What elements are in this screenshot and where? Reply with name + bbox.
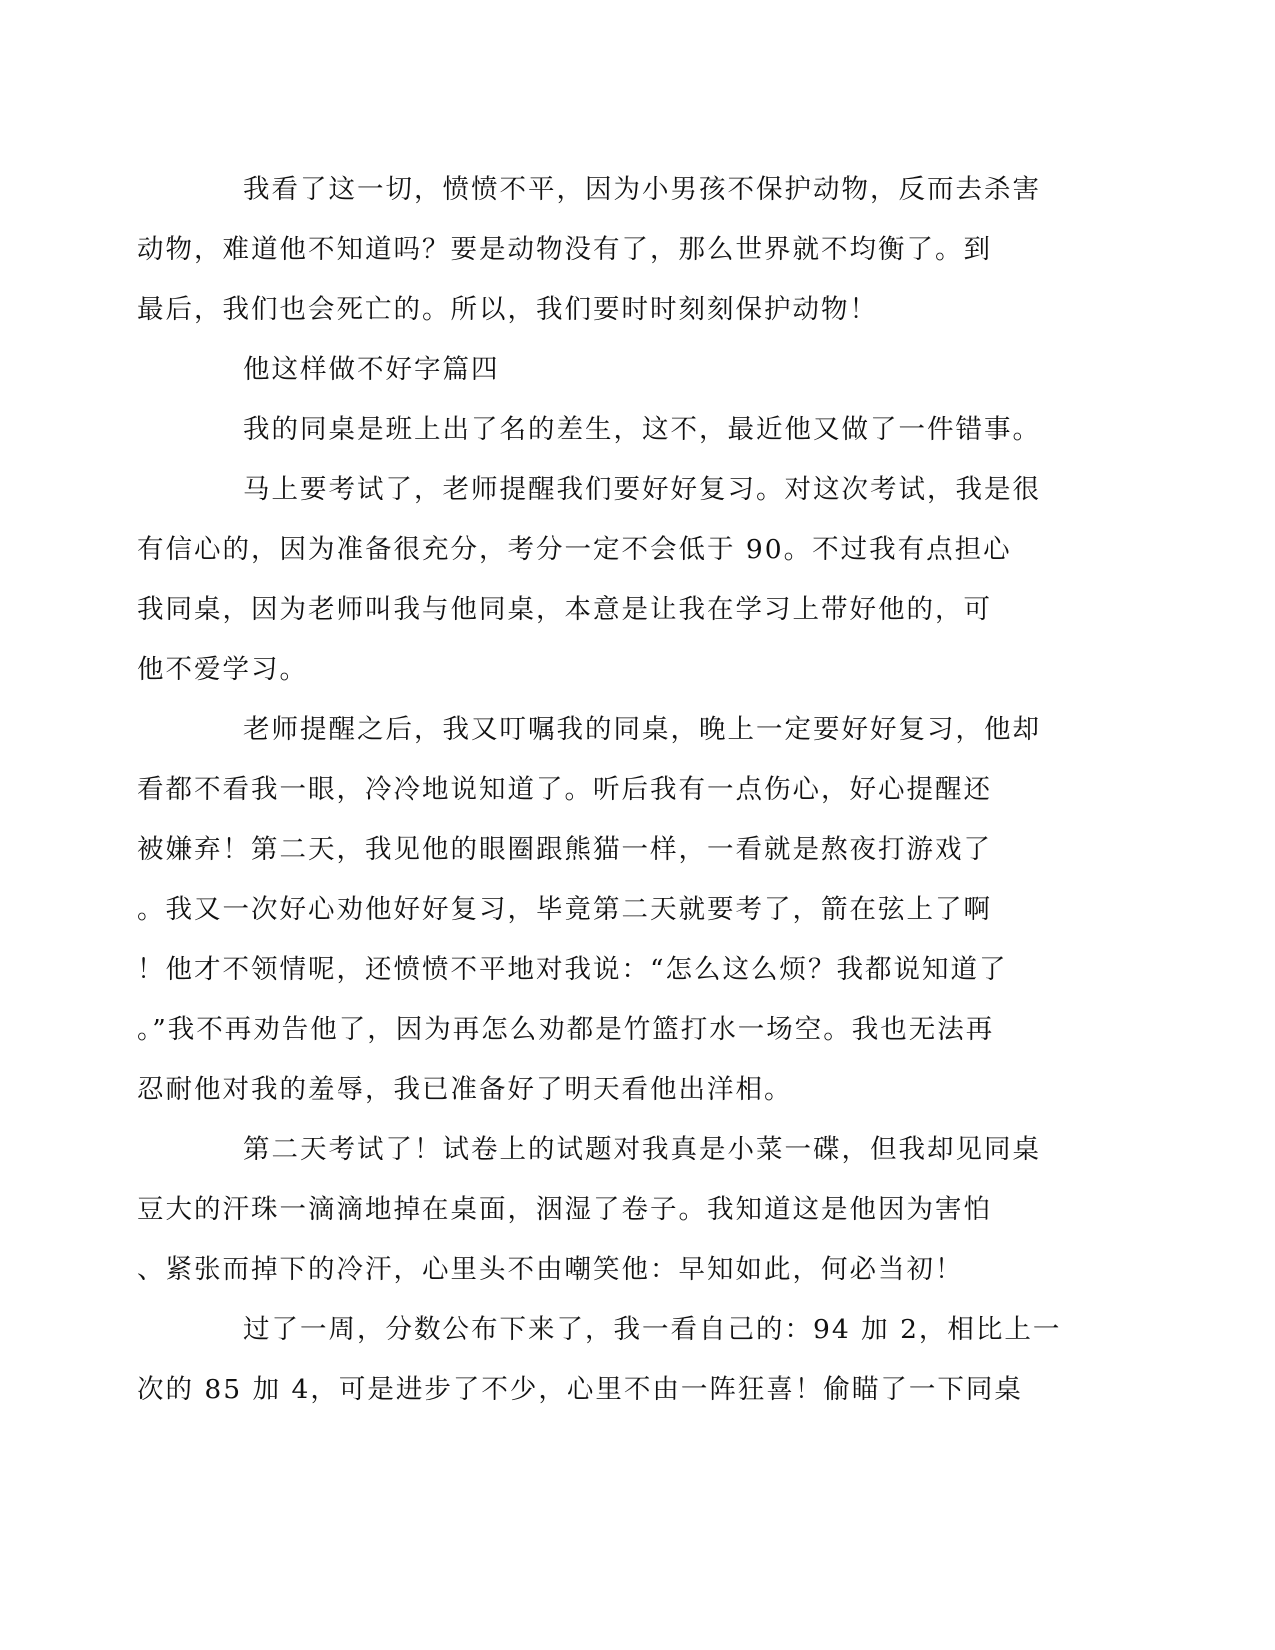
text-line: 有信心的，因为准备很充分，考分一定不会低于 90。不过我有点担心 [137,534,1012,565]
section-heading [190,340,1080,400]
text-line: 我看了这一切，愤愤不平，因为小男孩不保护动物，反而去杀害 [243,174,1041,205]
text-line: 马上要考试了，老师提醒我们要好好复习。对这次考试，我是很 [243,474,1041,505]
text-line: 看都不看我一眼，冷冷地说知道了。听后我有一点伤心，好心提醒还 [137,774,992,805]
text-line: 他不爱学习。 [137,654,308,685]
text-line: 忍耐他对我的羞辱，我已准备好了明天看他出洋相。 [137,1074,793,1105]
paragraph-exam-prep [137,460,1080,700]
text-line: 我的同桌是班上出了名的差生，这不，最近他又做了一件错事。 [243,414,1041,445]
text-line: ！他才不领情呢，还愤愤不平地对我说：“怎么这么烦？我都说知道了 [137,954,1008,985]
paragraph-reminder [137,700,1080,1120]
text-line: 豆大的汗珠一滴滴地掉在桌面，洇湿了卷子。我知道这是他因为害怕 [137,1194,992,1225]
text-line: 。”我不再劝告他了，因为再怎么劝都是竹篮打水一场空。我也无法再 [137,1014,995,1045]
text-line: 过了一周，分数公布下来了，我一看自己的：94 加 2，相比上一 [243,1314,1062,1345]
paragraph-intro [190,400,1080,460]
text-line: 次的 85 加 4，可是进步了不少，心里不由一阵狂喜！偷瞄了一下同桌 [137,1374,1023,1405]
text-line: 他这样做不好字篇四 [243,354,500,385]
paragraph-results [137,1300,1080,1420]
paragraph-exam-day [137,1120,1080,1300]
text-line: 我同桌，因为老师叫我与他同桌，本意是让我在学习上带好他的，可 [137,594,992,625]
document-body [137,160,1080,1420]
text-line: 、紧张而掉下的冷汗，心里头不由嘲笑他：早知如此，何必当初！ [137,1254,964,1285]
paragraph-protect-animals [137,160,1080,340]
text-line: 第二天考试了！试卷上的试题对我真是小菜一碟，但我却见同桌 [243,1134,1041,1165]
text-line: 被嫌弃！第二天，我见他的眼圈跟熊猫一样，一看就是熬夜打游戏了 [137,834,992,865]
text-line: 最后，我们也会死亡的。所以，我们要时时刻刻保护动物！ [137,294,878,325]
text-line: 动物，难道他不知道吗？要是动物没有了，那么世界就不均衡了。到 [137,234,992,265]
text-line: 。我又一次好心劝他好好复习，毕竟第二天就要考了，箭在弦上了啊 [137,894,992,925]
text-line: 老师提醒之后，我又叮嘱我的同桌，晚上一定要好好复习，他却 [243,714,1041,745]
